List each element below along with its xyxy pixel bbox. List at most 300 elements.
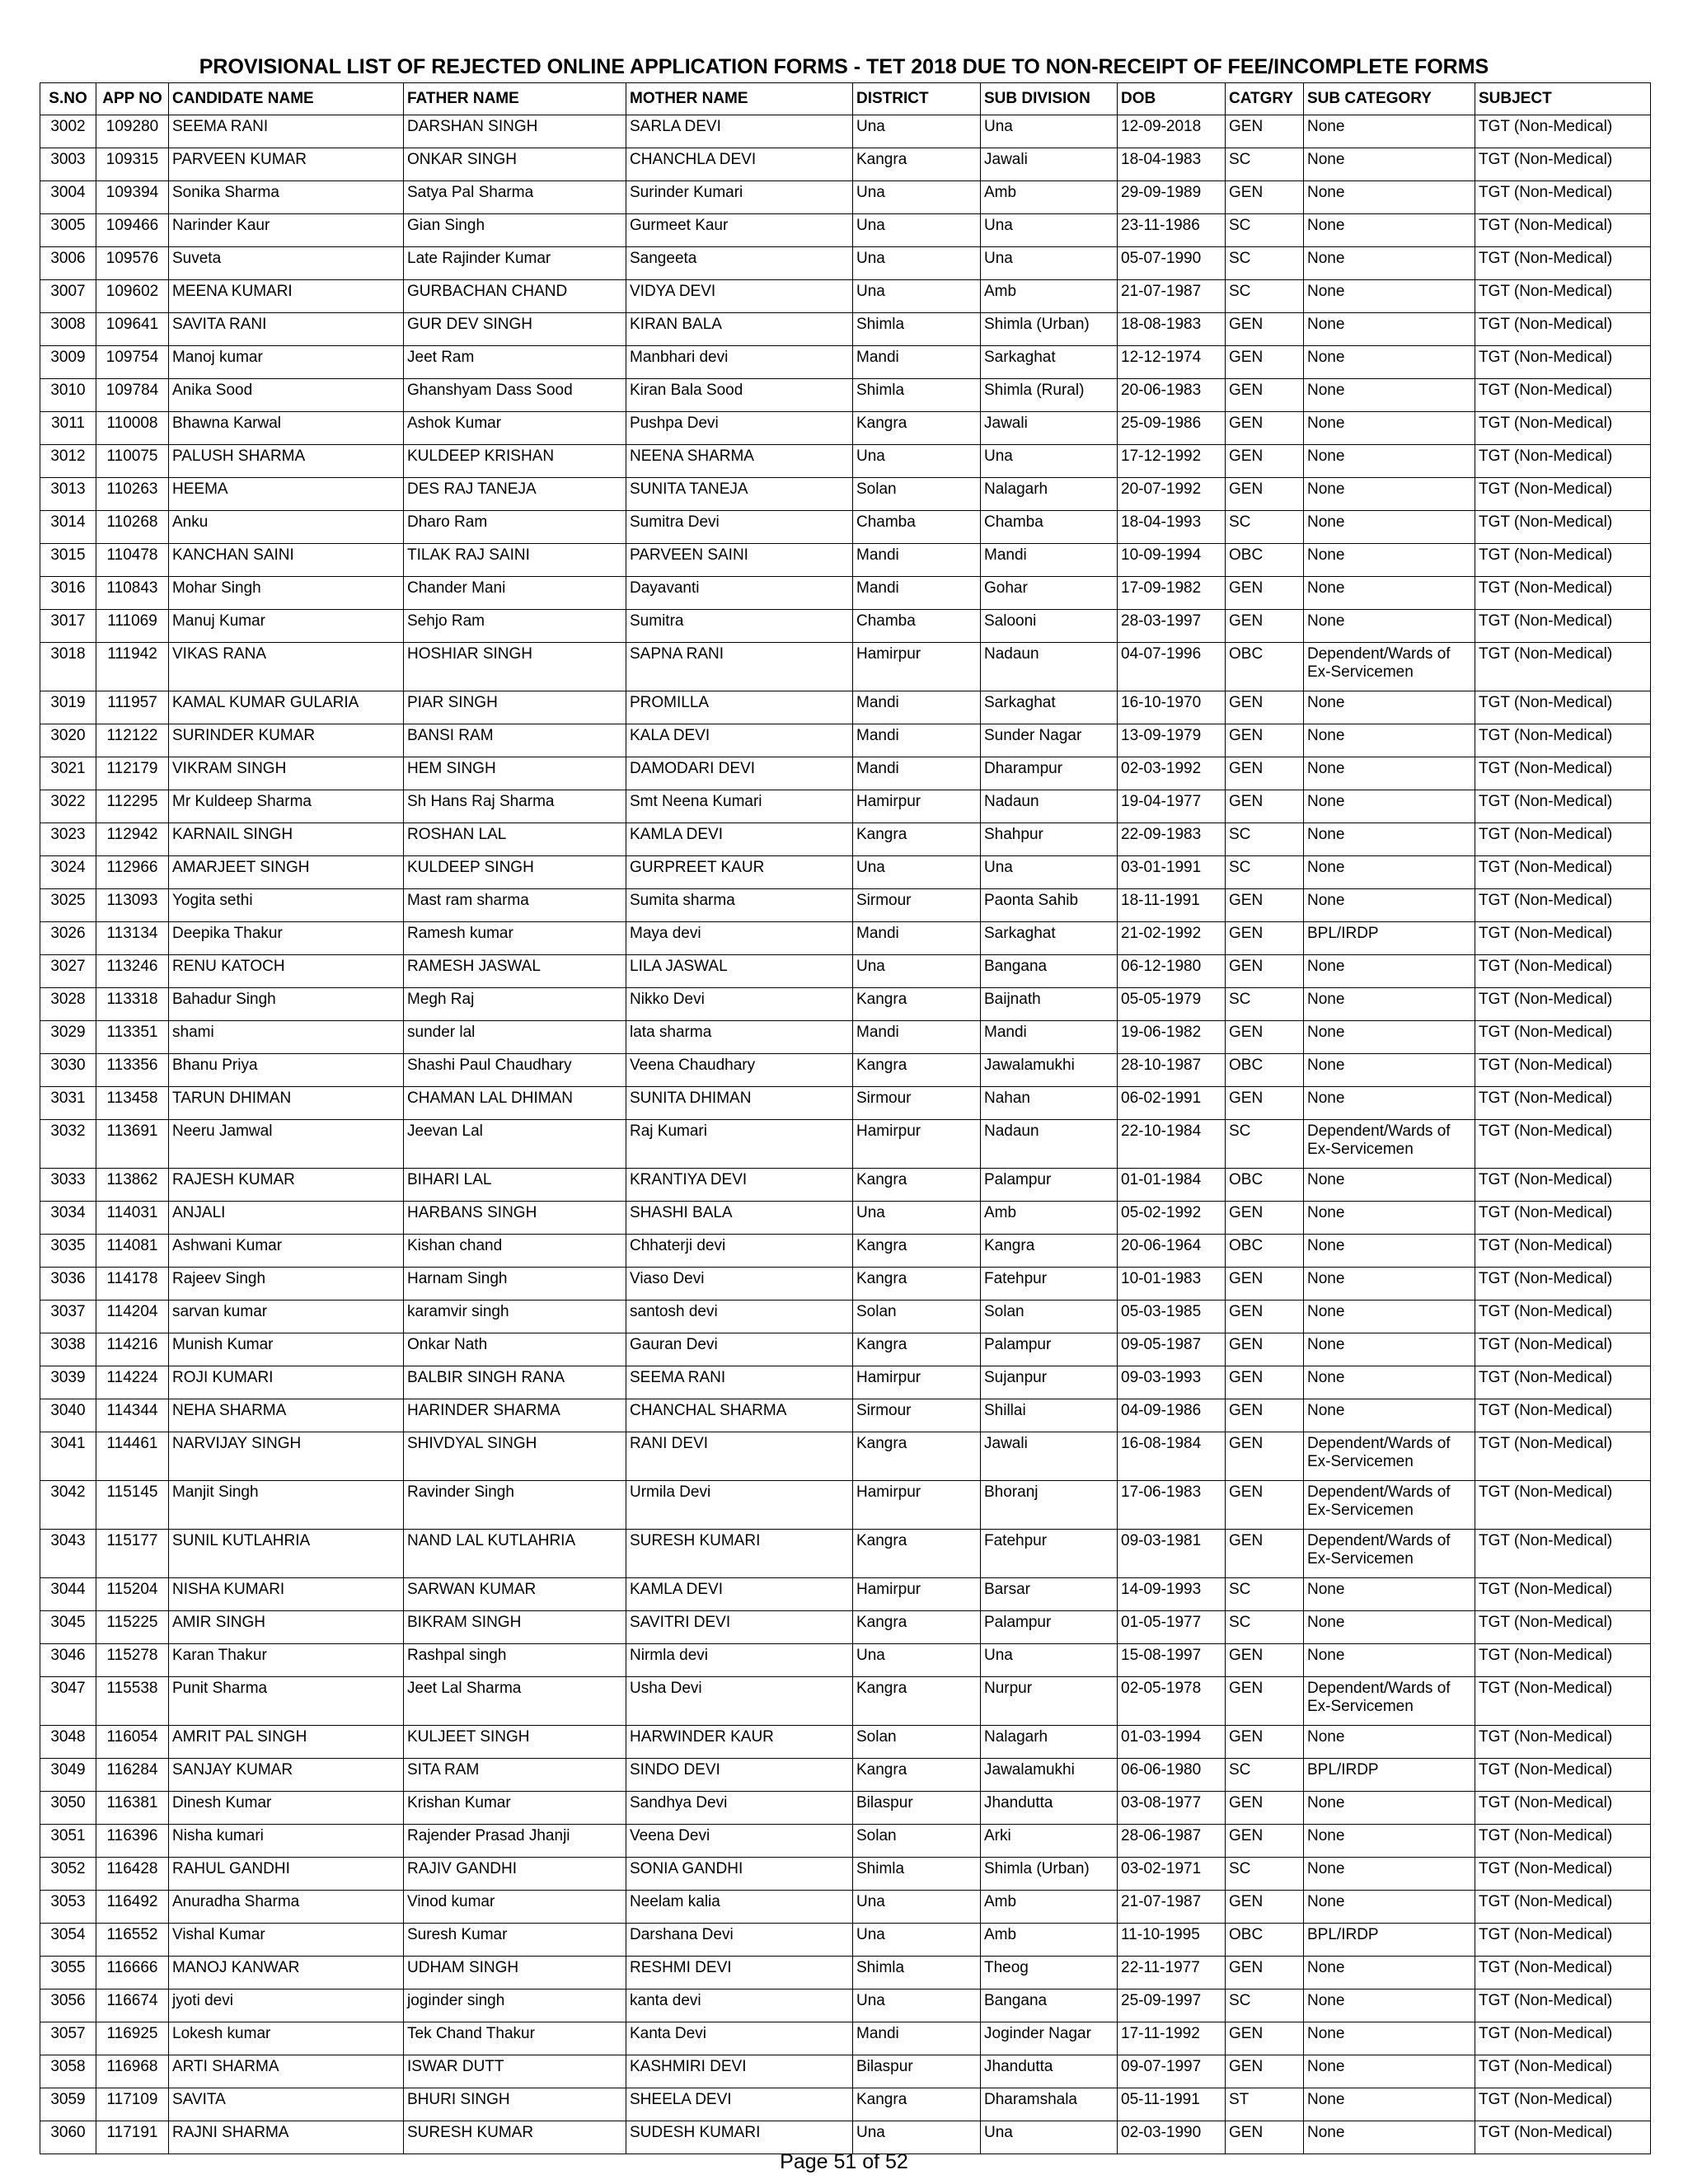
- table-cell: Veena Chaudhary: [626, 1054, 853, 1087]
- table-cell: DARSHAN SINGH: [404, 115, 626, 148]
- table-cell: Darshana Devi: [626, 1924, 853, 1957]
- table-cell: OBC: [1226, 1054, 1304, 1087]
- table-cell: TGT (Non-Medical): [1475, 445, 1651, 478]
- table-cell: 19-06-1982: [1118, 1021, 1226, 1054]
- table-cell: TGT (Non-Medical): [1475, 889, 1651, 922]
- table-cell: Late Rajinder Kumar: [404, 247, 626, 280]
- table-cell: TGT (Non-Medical): [1475, 823, 1651, 856]
- table-cell: Una: [853, 115, 981, 148]
- table-cell: 3048: [40, 1726, 96, 1759]
- table-cell: GEN: [1226, 115, 1304, 148]
- table-cell: GEN: [1226, 445, 1304, 478]
- table-cell: Sandhya Devi: [626, 1792, 853, 1825]
- table-cell: Nadaun: [981, 1120, 1118, 1169]
- table-cell: TGT (Non-Medical): [1475, 511, 1651, 544]
- table-cell: 3018: [40, 643, 96, 691]
- table-cell: Una: [853, 1990, 981, 2022]
- table-row: [40, 1087, 1651, 1120]
- table-cell: sarvan kumar: [169, 1301, 404, 1333]
- table-cell: 114216: [96, 1333, 169, 1366]
- table-cell: 14-09-1993: [1118, 1578, 1226, 1611]
- table-cell: 01-01-1984: [1118, 1169, 1226, 1202]
- table-cell: TGT (Non-Medical): [1475, 610, 1651, 643]
- table-cell: None: [1304, 1399, 1475, 1432]
- table-cell: GEN: [1226, 2055, 1304, 2088]
- table-cell: 3013: [40, 478, 96, 511]
- table-cell: 18-11-1991: [1118, 889, 1226, 922]
- table-cell: GEN: [1226, 1333, 1304, 1366]
- table-cell: None: [1304, 1726, 1475, 1759]
- table-cell: Nurpur: [981, 1677, 1118, 1726]
- table-cell: GURPREET KAUR: [626, 856, 853, 889]
- table-cell: 3054: [40, 1924, 96, 1957]
- table-cell: 12-12-1974: [1118, 346, 1226, 379]
- table-cell: None: [1304, 1825, 1475, 1858]
- table-cell: Bangana: [981, 1990, 1118, 2022]
- table-cell: Kangra: [853, 1677, 981, 1726]
- table-cell: Mandi: [981, 1021, 1118, 1054]
- table-cell: SITA RAM: [404, 1759, 626, 1792]
- table-cell: 110843: [96, 577, 169, 610]
- table-cell: None: [1304, 1891, 1475, 1924]
- table-cell: shami: [169, 1021, 404, 1054]
- table-cell: Una: [853, 856, 981, 889]
- table-cell: SARWAN KUMAR: [404, 1578, 626, 1611]
- table-row: [40, 1366, 1651, 1399]
- table-cell: 109576: [96, 247, 169, 280]
- table-cell: 109394: [96, 181, 169, 214]
- table-cell: VIDYA DEVI: [626, 280, 853, 313]
- table-cell: Nadaun: [981, 643, 1118, 691]
- table-cell: SUNIL KUTLAHRIA: [169, 1530, 404, 1578]
- table-cell: Shashi Paul Chaudhary: [404, 1054, 626, 1087]
- table-cell: Mandi: [853, 346, 981, 379]
- table-cell: None: [1304, 889, 1475, 922]
- table-row: [40, 955, 1651, 988]
- table-cell: SINDO DEVI: [626, 1759, 853, 1792]
- table-cell: 110268: [96, 511, 169, 544]
- table-cell: TGT (Non-Medical): [1475, 1399, 1651, 1432]
- table-cell: TGT (Non-Medical): [1475, 1611, 1651, 1644]
- table-cell: NARVIJAY SINGH: [169, 1432, 404, 1481]
- table-cell: Mandi: [853, 577, 981, 610]
- table-cell: Dependent/Wards of Ex-Servicemen: [1304, 1677, 1475, 1726]
- table-cell: Kangra: [853, 412, 981, 445]
- table-cell: Nirmla devi: [626, 1644, 853, 1677]
- table-cell: Sangeeta: [626, 247, 853, 280]
- table-cell: 28-03-1997: [1118, 610, 1226, 643]
- table-cell: SAPNA RANI: [626, 643, 853, 691]
- table-cell: ROSHAN LAL: [404, 823, 626, 856]
- table-cell: 116492: [96, 1891, 169, 1924]
- table-cell: jyoti devi: [169, 1990, 404, 2022]
- table-cell: TGT (Non-Medical): [1475, 1990, 1651, 2022]
- table-cell: Harnam Singh: [404, 1268, 626, 1301]
- table-cell: 17-06-1983: [1118, 1481, 1226, 1530]
- table-cell: 113351: [96, 1021, 169, 1054]
- table-cell: 113356: [96, 1054, 169, 1087]
- table-cell: 3046: [40, 1644, 96, 1677]
- table-cell: Dharo Ram: [404, 511, 626, 544]
- table-cell: 18-08-1983: [1118, 313, 1226, 346]
- table-cell: Mohar Singh: [169, 577, 404, 610]
- table-cell: Amb: [981, 1202, 1118, 1235]
- table-cell: 20-06-1983: [1118, 379, 1226, 412]
- table-cell: 3027: [40, 955, 96, 988]
- table-row: [40, 346, 1651, 379]
- table-cell: 20-06-1964: [1118, 1235, 1226, 1268]
- table-cell: 3042: [40, 1481, 96, 1530]
- table-cell: BHURI SINGH: [404, 2088, 626, 2121]
- table-cell: Rajender Prasad Jhanji: [404, 1825, 626, 1858]
- table-cell: RANI DEVI: [626, 1432, 853, 1481]
- table-cell: 04-07-1996: [1118, 643, 1226, 691]
- table-cell: 3053: [40, 1891, 96, 1924]
- table-cell: 113134: [96, 922, 169, 955]
- table-cell: TGT (Non-Medical): [1475, 1530, 1651, 1578]
- table-cell: Kangra: [853, 1054, 981, 1087]
- table-cell: Una: [853, 445, 981, 478]
- table-cell: 3049: [40, 1759, 96, 1792]
- table-cell: Kangra: [853, 1169, 981, 1202]
- table-cell: ONKAR SINGH: [404, 148, 626, 181]
- table-cell: 03-08-1977: [1118, 1792, 1226, 1825]
- table-cell: Una: [981, 856, 1118, 889]
- table-cell: 109280: [96, 115, 169, 148]
- table-cell: VIKRAM SINGH: [169, 757, 404, 790]
- table-row: [40, 1301, 1651, 1333]
- table-cell: 3004: [40, 181, 96, 214]
- table-cell: TGT (Non-Medical): [1475, 1333, 1651, 1366]
- table-cell: Amb: [981, 181, 1118, 214]
- table-cell: Nikko Devi: [626, 988, 853, 1021]
- table-cell: Anku: [169, 511, 404, 544]
- table-cell: Dharamshala: [981, 2088, 1118, 2121]
- table-cell: 3017: [40, 610, 96, 643]
- table-body: [40, 115, 1651, 2154]
- table-cell: 116284: [96, 1759, 169, 1792]
- table-cell: BALBIR SINGH RANA: [404, 1366, 626, 1399]
- table-cell: Amb: [981, 1924, 1118, 1957]
- table-cell: Bahadur Singh: [169, 988, 404, 1021]
- table-cell: TGT (Non-Medical): [1475, 577, 1651, 610]
- table-cell: SARLA DEVI: [626, 115, 853, 148]
- table-cell: SURINDER KUMAR: [169, 724, 404, 757]
- table-cell: 16-08-1984: [1118, 1432, 1226, 1481]
- table-cell: TGT (Non-Medical): [1475, 691, 1651, 724]
- table-cell: TGT (Non-Medical): [1475, 1481, 1651, 1530]
- table-cell: 15-08-1997: [1118, 1644, 1226, 1677]
- column-header: CANDIDATE NAME: [169, 83, 404, 115]
- table-cell: Una: [853, 2121, 981, 2154]
- table-cell: 109315: [96, 148, 169, 181]
- table-cell: Joginder Nagar: [981, 2022, 1118, 2055]
- table-row: [40, 1644, 1651, 1677]
- table-row: [40, 2088, 1651, 2121]
- table-cell: HARBANS SINGH: [404, 1202, 626, 1235]
- table-cell: 3039: [40, 1366, 96, 1399]
- table-cell: 3005: [40, 214, 96, 247]
- table-row: [40, 643, 1651, 691]
- table-cell: Kangra: [853, 1235, 981, 1268]
- table-cell: GEN: [1226, 1301, 1304, 1333]
- table-cell: Dharampur: [981, 757, 1118, 790]
- table-cell: KASHMIRI DEVI: [626, 2055, 853, 2088]
- table-cell: TGT (Non-Medical): [1475, 544, 1651, 577]
- table-cell: 3010: [40, 379, 96, 412]
- table-cell: Bilaspur: [853, 2055, 981, 2088]
- table-cell: OBC: [1226, 544, 1304, 577]
- table-cell: Jhandutta: [981, 2055, 1118, 2088]
- table-cell: KANCHAN SAINI: [169, 544, 404, 577]
- table-cell: 112295: [96, 790, 169, 823]
- table-cell: None: [1304, 181, 1475, 214]
- table-cell: Jawalamukhi: [981, 1759, 1118, 1792]
- table-cell: PIAR SINGH: [404, 691, 626, 724]
- table-cell: NEENA SHARMA: [626, 445, 853, 478]
- table-cell: TGT (Non-Medical): [1475, 412, 1651, 445]
- column-header: MOTHER NAME: [626, 83, 853, 115]
- table-cell: GEN: [1226, 313, 1304, 346]
- table-cell: Hamirpur: [853, 1578, 981, 1611]
- table-cell: lata sharma: [626, 1021, 853, 1054]
- table-cell: GEN: [1226, 1268, 1304, 1301]
- table-cell: SONIA GANDHI: [626, 1858, 853, 1891]
- table-cell: 3059: [40, 2088, 96, 2121]
- table-header-row: [40, 83, 1651, 115]
- table-cell: 09-07-1997: [1118, 2055, 1226, 2088]
- table-cell: GEN: [1226, 610, 1304, 643]
- table-row: [40, 1825, 1651, 1858]
- table-cell: 113862: [96, 1169, 169, 1202]
- table-cell: 3029: [40, 1021, 96, 1054]
- table-cell: None: [1304, 757, 1475, 790]
- table-cell: GEN: [1226, 691, 1304, 724]
- table-cell: Una: [853, 1924, 981, 1957]
- table-cell: Jawali: [981, 148, 1118, 181]
- table-cell: Mandi: [853, 922, 981, 955]
- table-cell: Nahan: [981, 1087, 1118, 1120]
- table-cell: TGT (Non-Medical): [1475, 379, 1651, 412]
- table-cell: TGT (Non-Medical): [1475, 856, 1651, 889]
- table-cell: 112122: [96, 724, 169, 757]
- table-cell: 113458: [96, 1087, 169, 1120]
- table-cell: 20-07-1992: [1118, 478, 1226, 511]
- table-cell: None: [1304, 2022, 1475, 2055]
- table-cell: GEN: [1226, 346, 1304, 379]
- table-cell: 18-04-1993: [1118, 511, 1226, 544]
- table-cell: MEENA KUMARI: [169, 280, 404, 313]
- table-cell: None: [1304, 280, 1475, 313]
- table-row: [40, 691, 1651, 724]
- table-cell: Sumita sharma: [626, 889, 853, 922]
- table-cell: None: [1304, 2121, 1475, 2154]
- table-row: [40, 214, 1651, 247]
- table-cell: SC: [1226, 1759, 1304, 1792]
- table-cell: 3024: [40, 856, 96, 889]
- table-cell: Una: [853, 247, 981, 280]
- table-cell: SC: [1226, 823, 1304, 856]
- table-cell: Kangra: [981, 1235, 1118, 1268]
- table-cell: SUNITA TANEJA: [626, 478, 853, 511]
- table-row: [40, 1677, 1651, 1726]
- table-cell: Kangra: [853, 1432, 981, 1481]
- table-cell: 3030: [40, 1054, 96, 1087]
- table-cell: Ashok Kumar: [404, 412, 626, 445]
- table-cell: Una: [853, 214, 981, 247]
- table-cell: Manoj kumar: [169, 346, 404, 379]
- table-cell: OBC: [1226, 1169, 1304, 1202]
- table-row: [40, 1432, 1651, 1481]
- table-cell: Sarkaghat: [981, 922, 1118, 955]
- table-cell: None: [1304, 445, 1475, 478]
- table-cell: DES RAJ TANEJA: [404, 478, 626, 511]
- table-row: [40, 922, 1651, 955]
- table-cell: Sirmour: [853, 889, 981, 922]
- table-cell: None: [1304, 988, 1475, 1021]
- table-cell: 3041: [40, 1432, 96, 1481]
- table-cell: TGT (Non-Medical): [1475, 1726, 1651, 1759]
- table-cell: Nadaun: [981, 790, 1118, 823]
- table-cell: 114031: [96, 1202, 169, 1235]
- table-cell: 109641: [96, 313, 169, 346]
- document-title: PROVISIONAL LIST OF REJECTED ONLINE APPLICATION FORMS - TET 2018 DUE TO NON-RECEIPT OF FEE/INCOMPLETE FORMS: [199, 55, 1489, 78]
- table-cell: SC: [1226, 247, 1304, 280]
- table-cell: Rajeev Singh: [169, 1268, 404, 1301]
- table-cell: TGT (Non-Medical): [1475, 1578, 1651, 1611]
- table-cell: 3043: [40, 1530, 96, 1578]
- table-cell: 3035: [40, 1235, 96, 1268]
- table-cell: 116054: [96, 1726, 169, 1759]
- table-cell: ROJI KUMARI: [169, 1366, 404, 1399]
- table-cell: RENU KATOCH: [169, 955, 404, 988]
- table-cell: Palampur: [981, 1333, 1118, 1366]
- table-cell: Deepika Thakur: [169, 922, 404, 955]
- table-cell: None: [1304, 1169, 1475, 1202]
- table-cell: 115145: [96, 1481, 169, 1530]
- table-cell: 113246: [96, 955, 169, 988]
- table-cell: TGT (Non-Medical): [1475, 643, 1651, 691]
- table-cell: 3056: [40, 1990, 96, 2022]
- table-cell: Krishan Kumar: [404, 1792, 626, 1825]
- table-row: [40, 1481, 1651, 1530]
- table-cell: Salooni: [981, 610, 1118, 643]
- table-cell: TGT (Non-Medical): [1475, 1087, 1651, 1120]
- table-cell: Una: [853, 1644, 981, 1677]
- table-cell: Palampur: [981, 1169, 1118, 1202]
- table-row: [40, 823, 1651, 856]
- table-cell: BANSI RAM: [404, 724, 626, 757]
- table-cell: 115225: [96, 1611, 169, 1644]
- table-cell: karamvir singh: [404, 1301, 626, 1333]
- table-cell: Sarkaghat: [981, 346, 1118, 379]
- table-cell: Veena Devi: [626, 1825, 853, 1858]
- table-cell: None: [1304, 148, 1475, 181]
- table-cell: GEN: [1226, 577, 1304, 610]
- table-cell: 29-09-1989: [1118, 181, 1226, 214]
- table-row: [40, 115, 1651, 148]
- table-cell: 3012: [40, 445, 96, 478]
- table-cell: None: [1304, 2088, 1475, 2121]
- table-cell: SC: [1226, 856, 1304, 889]
- table-cell: GEN: [1226, 955, 1304, 988]
- table-cell: AMARJEET SINGH: [169, 856, 404, 889]
- table-cell: GEN: [1226, 1087, 1304, 1120]
- table-cell: 3007: [40, 280, 96, 313]
- table-cell: 05-05-1979: [1118, 988, 1226, 1021]
- table-cell: Amb: [981, 280, 1118, 313]
- table-cell: 3057: [40, 2022, 96, 2055]
- table-cell: 3051: [40, 1825, 96, 1858]
- table-cell: GEN: [1226, 1677, 1304, 1726]
- table-cell: LILA JASWAL: [626, 955, 853, 988]
- table-cell: Shimla: [853, 313, 981, 346]
- table-row: [40, 1021, 1651, 1054]
- table-cell: Theog: [981, 1957, 1118, 1990]
- column-header: DOB: [1118, 83, 1226, 115]
- table-cell: BPL/IRDP: [1304, 922, 1475, 955]
- table-cell: Sirmour: [853, 1087, 981, 1120]
- table-row: [40, 790, 1651, 823]
- table-row: [40, 757, 1651, 790]
- table-cell: None: [1304, 1990, 1475, 2022]
- table-cell: TGT (Non-Medical): [1475, 1054, 1651, 1087]
- table-cell: Bangana: [981, 955, 1118, 988]
- table-cell: None: [1304, 1644, 1475, 1677]
- table-cell: 3031: [40, 1087, 96, 1120]
- table-cell: Mandi: [853, 2022, 981, 2055]
- table-cell: TGT (Non-Medical): [1475, 955, 1651, 988]
- table-cell: TARUN DHIMAN: [169, 1087, 404, 1120]
- table-cell: Solan: [853, 1726, 981, 1759]
- table-cell: 109466: [96, 214, 169, 247]
- table-row: [40, 889, 1651, 922]
- table-cell: Palampur: [981, 1611, 1118, 1644]
- table-cell: 116666: [96, 1957, 169, 1990]
- table-cell: Una: [853, 280, 981, 313]
- table-cell: GEN: [1226, 889, 1304, 922]
- table-cell: Sujanpur: [981, 1366, 1118, 1399]
- table-cell: GEN: [1226, 1481, 1304, 1530]
- table-cell: Dependent/Wards of Ex-Servicemen: [1304, 1481, 1475, 1530]
- table-cell: Yogita sethi: [169, 889, 404, 922]
- table-cell: 17-11-1992: [1118, 2022, 1226, 2055]
- table-cell: 114224: [96, 1366, 169, 1399]
- table-cell: TGT (Non-Medical): [1475, 148, 1651, 181]
- table-cell: Chamba: [853, 511, 981, 544]
- table-row: [40, 511, 1651, 544]
- table-cell: Anika Sood: [169, 379, 404, 412]
- table-cell: 10-01-1983: [1118, 1268, 1226, 1301]
- table-cell: GEN: [1226, 1530, 1304, 1578]
- table-cell: NEHA SHARMA: [169, 1399, 404, 1432]
- table-row: [40, 610, 1651, 643]
- table-cell: 116381: [96, 1792, 169, 1825]
- table-cell: 05-02-1992: [1118, 1202, 1226, 1235]
- table-cell: Mandi: [853, 724, 981, 757]
- table-cell: KAMLA DEVI: [626, 823, 853, 856]
- table-cell: Bhanu Priya: [169, 1054, 404, 1087]
- table-cell: HARINDER SHARMA: [404, 1399, 626, 1432]
- table-cell: Gauran Devi: [626, 1333, 853, 1366]
- table-cell: Sehjo Ram: [404, 610, 626, 643]
- table-cell: GEN: [1226, 757, 1304, 790]
- table-cell: None: [1304, 610, 1475, 643]
- table-cell: CHAMAN LAL DHIMAN: [404, 1087, 626, 1120]
- table-cell: ARTI SHARMA: [169, 2055, 404, 2088]
- table-cell: Rashpal singh: [404, 1644, 626, 1677]
- table-row: [40, 856, 1651, 889]
